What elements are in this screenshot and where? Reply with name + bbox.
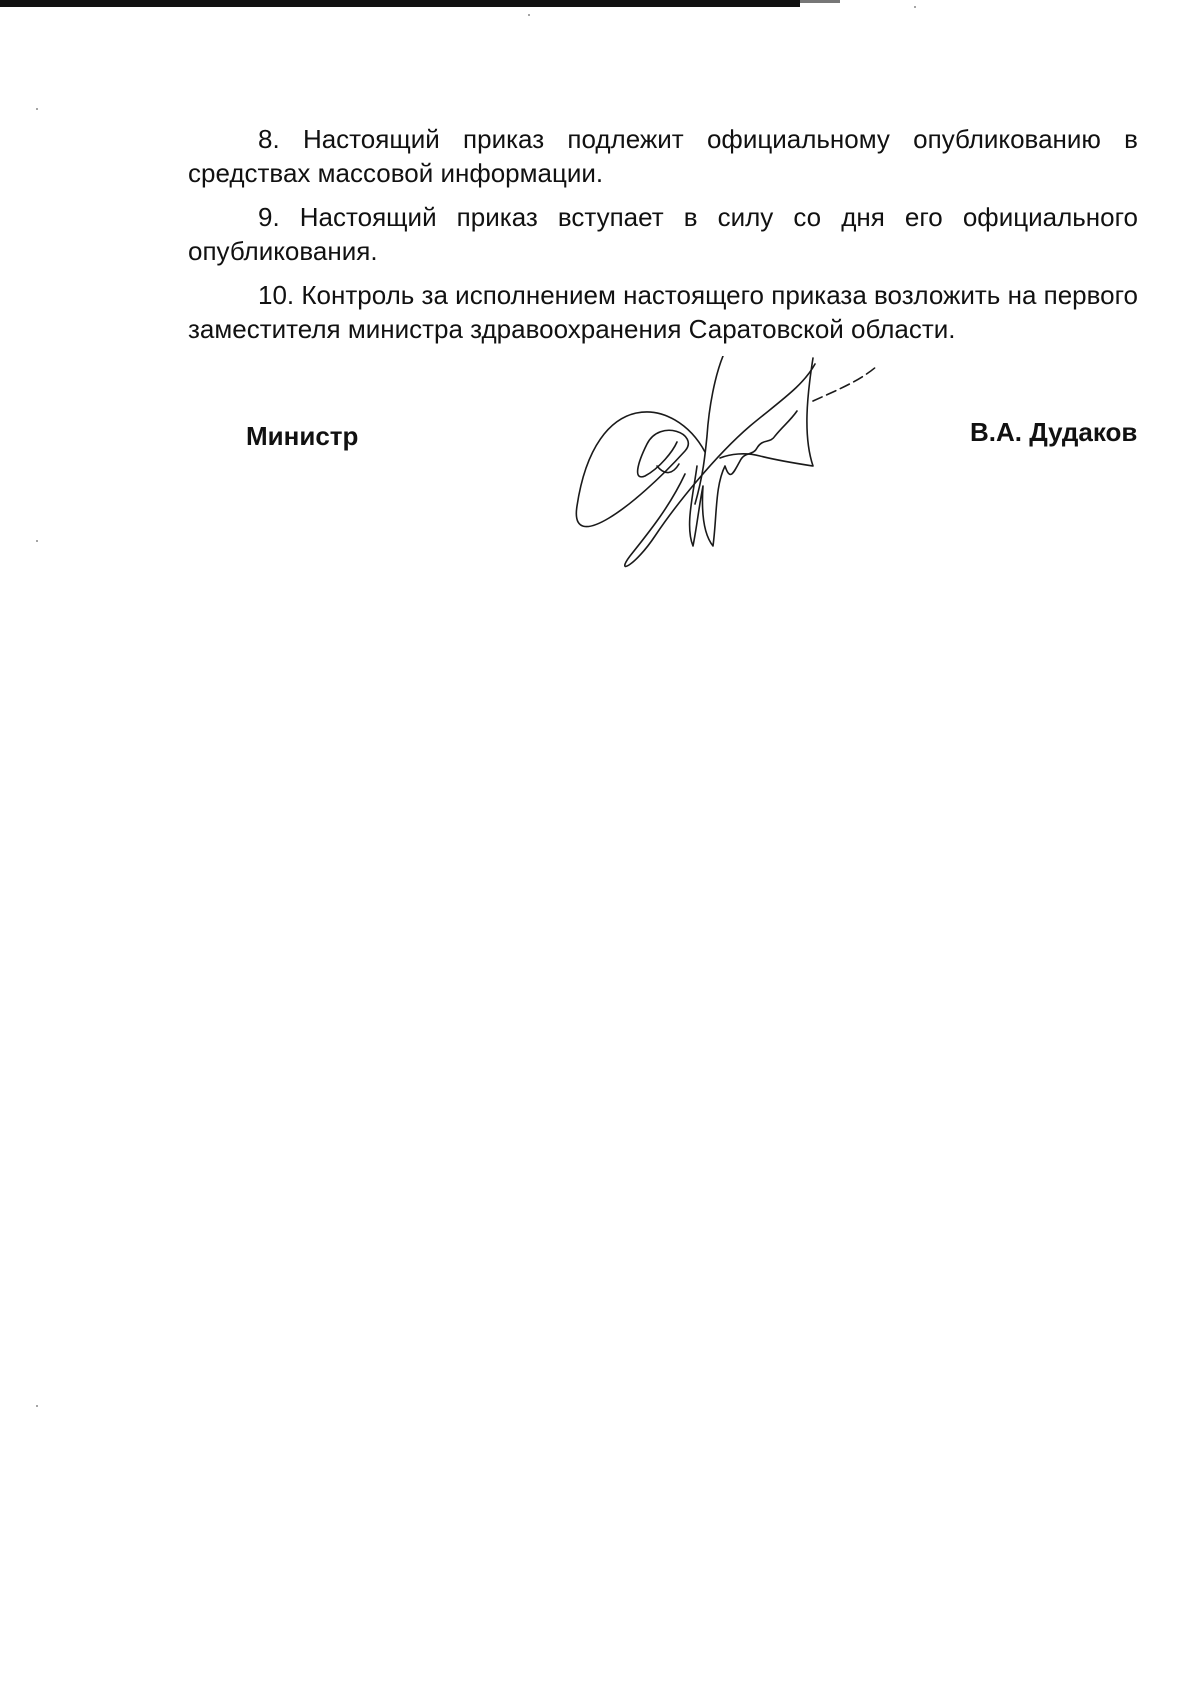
- signature-block: [0, 360, 1200, 620]
- scan-speck: [36, 1405, 38, 1407]
- scan-speck: [528, 14, 530, 16]
- signatory-title: Министр: [246, 421, 359, 451]
- top-scan-edge: [0, 0, 800, 7]
- handwritten-signature: [575, 356, 920, 606]
- document-body: [188, 122, 1138, 356]
- signatory-name: В.А. Дудаков: [970, 417, 1138, 447]
- paragraph-9: 9. Настоящий приказ вступает в силу со дня его официального опубликования.: [188, 202, 1138, 266]
- paragraph-10: 10. Контроль за исполнением настоящего приказа возложить на первого заместителя министра здравоохранения Саратовской области.: [188, 280, 1138, 344]
- paragraph-8: 8. Настоящий приказ подлежит официальному опубликованию в средствах массовой информации.: [188, 124, 1138, 188]
- scan-speck: [36, 108, 38, 110]
- scan-speck: [914, 6, 916, 8]
- top-scan-edge-fade: [800, 0, 840, 3]
